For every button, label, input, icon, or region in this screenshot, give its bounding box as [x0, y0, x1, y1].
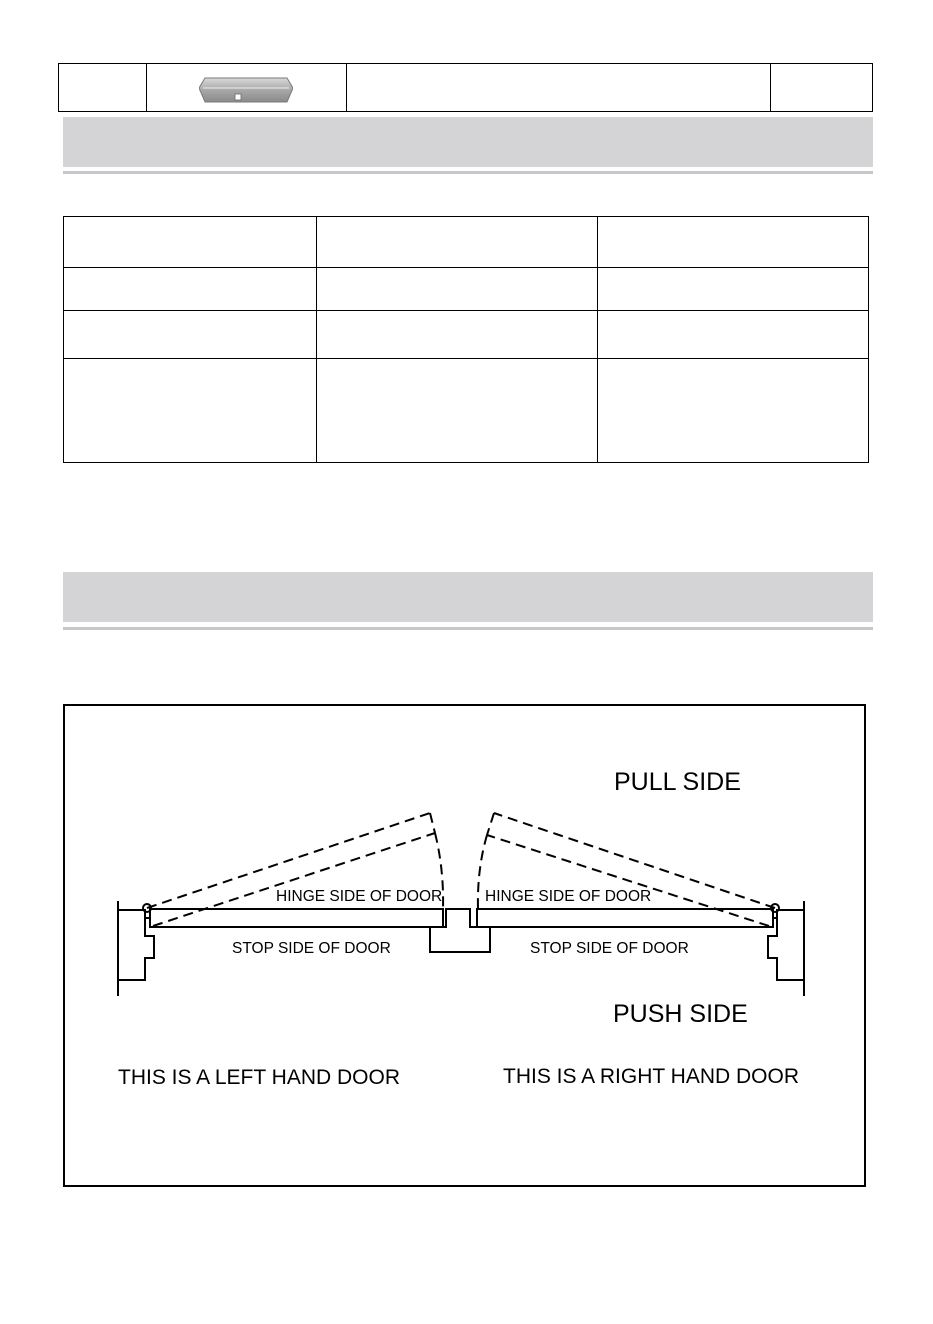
left-stop-side-label: STOP SIDE OF DOOR: [232, 940, 391, 957]
left-hinge-side-label: HINGE SIDE OF DOOR: [276, 888, 443, 905]
header-bar: [58, 63, 873, 112]
table-cell: [317, 268, 598, 311]
table-cell: [64, 268, 317, 311]
right-door-leaf: [477, 909, 773, 927]
section-2-rule: [63, 627, 873, 630]
table-row: [64, 311, 869, 359]
table-row: [64, 359, 869, 463]
table-cell: [317, 217, 598, 268]
spec-table: [63, 216, 869, 463]
table-row: [64, 217, 869, 268]
part-number-cell: [59, 64, 147, 111]
logo-cell: [147, 64, 347, 111]
table-cell: [317, 311, 598, 359]
section-1-band: [63, 117, 873, 167]
diagram-frame: [64, 705, 865, 1186]
table-row: [64, 268, 869, 311]
title-cell: [347, 64, 771, 111]
right-hand-door-caption: THIS IS A RIGHT HAND DOOR: [503, 1065, 799, 1088]
door-closer-cover-icon: [199, 76, 293, 104]
left-hand-door-caption: THIS IS A LEFT HAND DOOR: [118, 1066, 401, 1089]
left-jamb: [118, 910, 154, 980]
left-door-leaf: [150, 909, 443, 927]
pull-side-label: PULL SIDE: [614, 768, 741, 796]
table-cell: [64, 217, 317, 268]
right-stop-side-label: STOP SIDE OF DOOR: [530, 940, 689, 957]
right-hinge-side-label: HINGE SIDE OF DOOR: [485, 888, 652, 905]
table-cell: [598, 268, 869, 311]
table-cell: [64, 359, 317, 463]
table-cell: [598, 359, 869, 463]
door-handing-diagram: [63, 704, 868, 1189]
center-stop: [430, 909, 490, 952]
table-cell: [598, 311, 869, 359]
page-cell: [771, 64, 872, 111]
table-cell: [317, 359, 598, 463]
push-side-label: PUSH SIDE: [613, 1000, 748, 1028]
section-1-rule: [63, 171, 873, 174]
section-2-band: [63, 572, 873, 622]
table-cell: [598, 217, 869, 268]
table-cell: [64, 311, 317, 359]
